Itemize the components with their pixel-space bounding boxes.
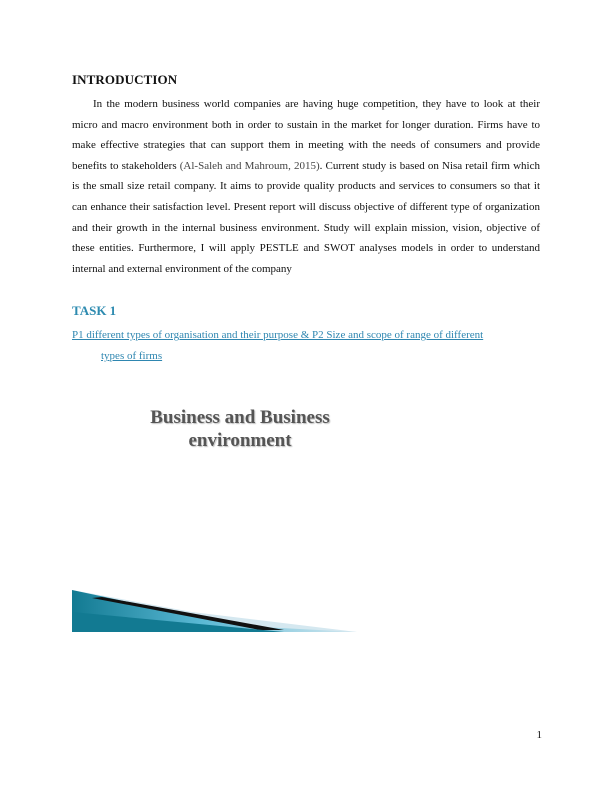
page-number: 1 (536, 729, 542, 741)
section-link[interactable] (72, 325, 540, 367)
figure-title-line-1: Business and Business (150, 407, 330, 428)
figure-title (72, 406, 408, 452)
section-link-line-2[interactable]: types of firms (101, 350, 163, 362)
section-link-line-1[interactable]: P1 different types of organisation and their purpose & P2 Size and scope of range of different (72, 329, 484, 341)
introduction-paragraph (72, 94, 540, 279)
introduction-text-part-2: . Current study is based on Nisa retail firm which is the small size retail company. It aims to provide quality products and services to consumers so that it can enhance their satisfaction level. Present report will discuss objective of different type of organization and their growth in the internal business environment. Study will explain mission, vision, objective of these entities. Furthermore, I will apply PESTLE and SWOT analyses models in order to understand internal and external environment of the company (72, 159, 540, 275)
citation: (Al-Saleh and Mahroum, 2015) (179, 159, 320, 172)
figure-title-line-2: environment (188, 430, 292, 451)
task-heading: TASK 1 (72, 303, 117, 318)
introduction-text-part-1: In the modern business world companies are having huge competition, they have to look at their micro and macro environment both in order to sustain in the market for longer duration. Firms have to make effective strategies that can support them in meeting with the needs of consumers and provide benefits to stakeholders (72, 98, 540, 172)
decorative-wedge-graphic (72, 590, 362, 634)
introduction-heading: INTRODUCTION (72, 72, 178, 87)
